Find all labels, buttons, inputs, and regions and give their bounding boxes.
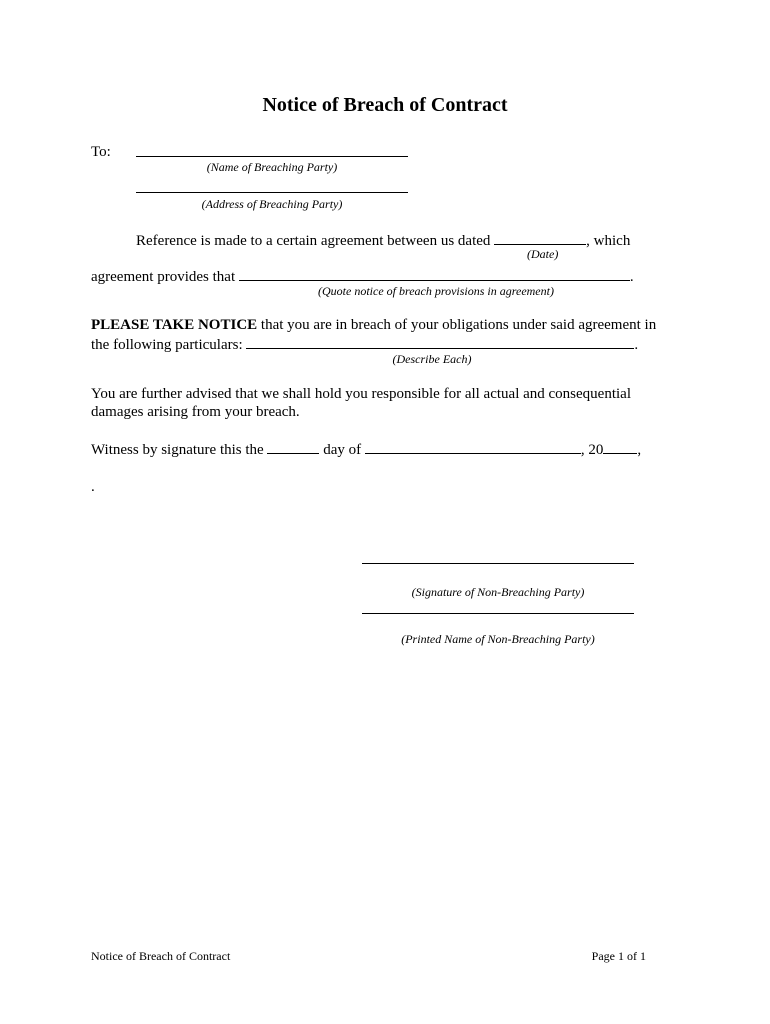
signature-line[interactable]	[362, 563, 634, 564]
witness-day-label: day of	[323, 442, 362, 458]
reference-text: Reference is made to a certain agreement between us dated	[136, 233, 491, 249]
address-line[interactable]	[136, 192, 408, 193]
reference-tail: , which	[586, 233, 631, 249]
particulars-blank[interactable]	[246, 334, 634, 349]
quote-caption: (Quote notice of breach provisions in agreement)	[318, 284, 554, 298]
printed-name-line[interactable]	[362, 613, 634, 614]
footer-page-number: Page 1 of 1	[591, 949, 646, 963]
signature-caption: (Signature of Non-Breaching Party)	[411, 585, 585, 599]
provides-tail: .	[629, 269, 634, 285]
document-title: Notice of Breach of Contract	[262, 94, 508, 116]
advise-line-1: You are further advised that we shall hold you responsible for all actual and consequential	[91, 386, 631, 402]
provides-line	[91, 266, 634, 286]
notice-line	[91, 316, 656, 334]
witness-tail: ,	[637, 442, 642, 458]
to-label: To:	[91, 144, 111, 160]
particulars-text: the following particulars:	[91, 337, 243, 353]
witness-line	[91, 439, 641, 459]
footer-title: Notice of Breach of Contract	[91, 949, 231, 963]
particulars-line	[91, 334, 638, 354]
witness-year-label: , 20	[580, 442, 604, 458]
address-caption: (Address of Breaching Party)	[201, 197, 343, 211]
date-caption: (Date)	[527, 247, 559, 261]
particulars-tail: .	[634, 337, 639, 353]
name-line[interactable]	[136, 156, 408, 157]
date-blank[interactable]	[494, 230, 586, 245]
describe-caption: (Describe Each)	[392, 352, 472, 366]
provisions-blank[interactable]	[239, 266, 630, 281]
notice-bold: PLEASE TAKE NOTICE	[91, 317, 258, 333]
printed-name-caption: (Printed Name of Non-Breaching Party)	[401, 632, 595, 646]
provides-text: agreement provides that	[91, 269, 236, 285]
name-caption: (Name of Breaching Party)	[206, 160, 338, 174]
advise-line-2: damages arising from your breach.	[91, 404, 300, 420]
month-blank[interactable]	[365, 439, 581, 454]
notice-text: that you are in breach of your obligations under said agreement in	[257, 317, 657, 333]
stray-period: .	[91, 479, 95, 495]
witness-text: Witness by signature this the	[91, 442, 264, 458]
year-blank[interactable]	[603, 439, 637, 454]
day-blank[interactable]	[267, 439, 319, 454]
